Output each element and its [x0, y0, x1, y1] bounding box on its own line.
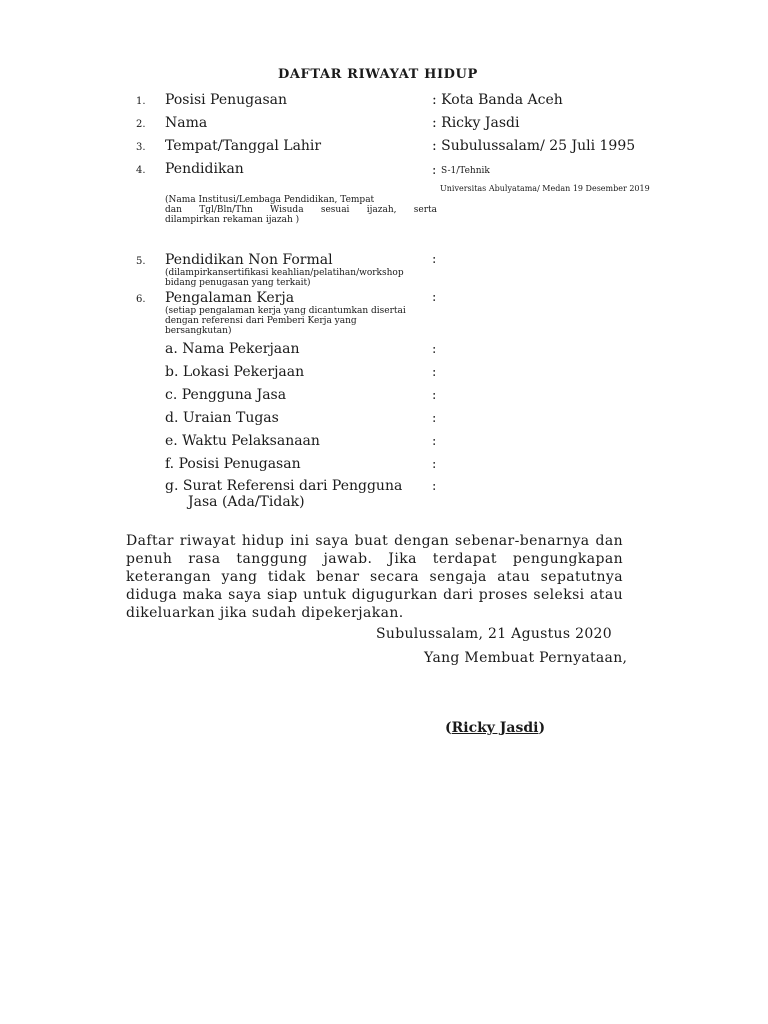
note-line: (Nama Institusi/Lembaga Pendidikan, Tempat — [165, 195, 375, 205]
item-value-pengalaman: : — [432, 290, 437, 305]
item-value-pendidikan-detail: Universitas Abulyatama/ Medan 19 Desember 2019 — [440, 184, 650, 193]
statement-paragraph: Daftar riwayat hidup ini saya buat dengan sebenar-benarnya dan penuh rasa tanggung jawab. Jika terdapat pengungkapan keterangan yang tidak benar secara sengaja atau sepatutnya diduga maka saya siap untuk digugurkan dari proses seleksi atau dikeluarkan jika sudah dipekerjakan. — [126, 533, 623, 621]
sub-item-colon: : — [432, 434, 437, 449]
note-line: dilampirkan rekaman ijazah ) — [165, 215, 300, 225]
sub-item-surat-referensi-line2: Jasa (Ada/Tidak) — [188, 494, 305, 510]
sub-item-nama-pekerjaan: a. Nama Pekerjaan — [165, 341, 300, 357]
signer-paren-open: ( — [445, 720, 452, 736]
item-value-ttl: : Subulussalam/ 25 Juli 1995 — [432, 138, 636, 154]
signer-paren-close: ) — [538, 720, 546, 736]
sub-item-uraian: d. Uraian Tugas — [165, 410, 279, 426]
note-line: (setiap pengalaman kerja yang dicantumkan disertai — [165, 306, 406, 316]
document-title: DAFTAR RIWAYAT HIDUP — [278, 67, 478, 82]
sub-item-surat-referensi: g. Surat Referensi dari Pengguna — [165, 478, 403, 494]
sub-item-waktu: e. Waktu Pelaksanaan — [165, 433, 320, 449]
sub-item-colon: : — [432, 457, 437, 472]
item-label-nama: Nama — [165, 115, 208, 131]
note-line: dan Tgl/Bln/Thn Wisuda sesuai ijazah, serta — [165, 205, 437, 215]
item-label-pendidikan: Pendidikan — [165, 161, 244, 177]
item-label-nonformal: Pendidikan Non Formal — [165, 252, 333, 268]
signer-name-block — [445, 720, 545, 736]
item-label-pengalaman: Pengalaman Kerja — [165, 290, 295, 306]
item-note-pengalaman — [165, 306, 437, 336]
item-value-nama: : Ricky Jasdi — [432, 115, 520, 131]
item-note-nonformal — [165, 268, 437, 288]
item-label-ttl: Tempat/Tanggal Lahir — [165, 138, 322, 154]
item-value-posisi: : Kota Banda Aceh — [432, 92, 563, 108]
sub-item-posisi: f. Posisi Penugasan — [165, 456, 301, 472]
sub-item-colon: : — [432, 365, 437, 380]
item-number: 1. — [136, 96, 146, 107]
note-line: dengan referensi dari Pemberi Kerja yang — [165, 316, 357, 326]
item-value-pendidikan: S-1/Tehnik — [441, 166, 490, 176]
signer-name: Ricky Jasdi — [451, 720, 539, 736]
item-note-pendidikan — [165, 195, 437, 225]
item-number: 6. — [136, 294, 146, 305]
sub-item-colon: : — [432, 479, 437, 494]
sub-item-colon: : — [432, 388, 437, 403]
item-colon-pendidikan: : — [432, 163, 437, 178]
item-number: 2. — [136, 119, 146, 130]
item-label-posisi: Posisi Penugasan — [165, 92, 288, 108]
item-number: 3. — [136, 142, 146, 153]
item-number: 5. — [136, 256, 146, 267]
place-date: Subulussalam, 21 Agustus 2020 — [376, 626, 612, 642]
note-line: (dilampirkansertifikasi keahlian/pelatihan/workshop — [165, 268, 404, 278]
sub-item-pengguna-jasa: c. Pengguna Jasa — [165, 387, 287, 403]
item-number: 4. — [136, 165, 146, 176]
signer-title: Yang Membuat Pernyataan, — [424, 650, 628, 666]
note-line: bersangkutan) — [165, 326, 232, 336]
sub-item-colon: : — [432, 342, 437, 357]
sub-item-colon: : — [432, 411, 437, 426]
item-value-nonformal: : — [432, 252, 437, 267]
note-line: bidang penugasan yang terkait) — [165, 278, 311, 288]
sub-item-lokasi: b. Lokasi Pekerjaan — [165, 364, 305, 380]
